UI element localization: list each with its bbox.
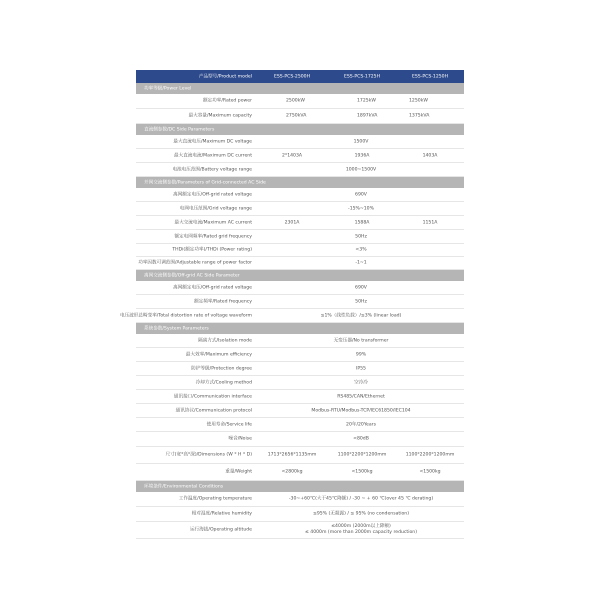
value-all-models: -15%~10% <box>348 205 374 211</box>
value-1250h: 1375kVA <box>409 113 430 119</box>
value-all-models: 空冷冷 <box>354 379 368 385</box>
row-relative-humidity <box>136 507 464 522</box>
section-dc-side <box>136 124 464 135</box>
row-label: 噪音/Noise <box>228 436 252 442</box>
value-all-models: <80dB <box>353 436 369 442</box>
row-max-dc-current <box>136 149 464 163</box>
section-grid-connected-ac <box>136 177 464 188</box>
altitude-line-2: ≤ 4000m (more than 2000m capacity reduction) <box>304 530 418 535</box>
row-label: 隔离方式/Isolation mode <box>198 337 252 343</box>
section-off-grid-ac <box>136 270 464 281</box>
row-communication-protocol <box>136 404 464 418</box>
value-all-models: 20年/20Years <box>346 421 376 427</box>
section-title: 离网交流侧参数/Off-grid AC Side Parameter <box>144 272 240 278</box>
value-1250h: 1151A <box>422 219 438 225</box>
row-label: 电压波形总畸变率/Total distortion rate of voltage waveform <box>120 312 252 318</box>
row-protection-degree <box>136 362 464 376</box>
value-all-models <box>258 524 464 536</box>
row-label: THDi(额定功率)/THDi (Power rating) <box>172 247 252 253</box>
row-weight <box>136 464 464 481</box>
section-power-level <box>136 83 464 94</box>
row-label: 防护等级/Protection degree <box>191 365 252 371</box>
value-1250h: 1100*2200*1200mm <box>405 452 455 458</box>
section-title: 直流侧参数/DC Side Parameters <box>144 126 215 132</box>
value-all-models: 1500V <box>353 138 369 144</box>
value-2500h: 2750kVA <box>286 113 307 119</box>
value-2500h: <2800kg <box>281 469 303 475</box>
model-2500h: ESS-PCS-2500H <box>273 73 311 79</box>
row-off-grid-rated-voltage-2 <box>136 281 464 295</box>
value-1725h: 1897kVA <box>357 113 378 119</box>
row-label: 最大容量/Maximum capacity <box>188 113 252 119</box>
row-label: 电网电压范围/Grid voltage range <box>179 205 252 211</box>
row-label: 离网额定电压/Off-grid rated voltage <box>173 191 252 197</box>
row-label: 冷却方式/Cooling method <box>195 379 252 385</box>
row-noise <box>136 432 464 447</box>
value-all-models: -1~1 <box>355 260 367 266</box>
row-label: 最大直流电流/Maximum DC current <box>174 152 252 158</box>
row-label: 工作温度/Operating temperature <box>178 496 252 502</box>
value-1725h: 1588A <box>354 219 370 225</box>
value-2500h: 1713*2656*1135mm <box>267 452 317 458</box>
row-isolation-mode <box>136 334 464 348</box>
value-1250h: 1403A <box>422 152 438 158</box>
row-service-life <box>136 418 464 432</box>
row-label: 通讯协议/Communication protocol <box>175 407 252 413</box>
value-1725h: 1100*2200*1200mm <box>337 452 387 458</box>
row-label: 尺寸(宽*高*深)/Dimensions (W * H * D) <box>165 452 252 458</box>
row-max-efficiency <box>136 348 464 362</box>
row-label: 最大效率/Maximum efficiency <box>185 351 252 357</box>
section-title: 功率等级/Power Level <box>144 85 192 91</box>
row-label: 电池电压范围/Battery voltage range <box>172 166 252 172</box>
value-all-models: RS485/CAN/Ethernet <box>337 393 385 399</box>
section-title: 系统参数/System Parameters <box>144 325 209 331</box>
value-all-models: 50Hz <box>355 298 367 304</box>
row-label: 运行海拔/Operating altitude <box>190 527 252 533</box>
row-label: 功率因数可调范围/Adjustable range of power factor <box>138 260 252 266</box>
value-all-models: -30~+60℃(大于45℃降额) / -30 ~ + 60 ℃(over 45 ℃ derating) <box>288 496 434 502</box>
value-all-models: 690V <box>355 284 367 290</box>
value-2500h: 2500kW <box>286 98 305 104</box>
row-label: 使用寿命/Service life <box>206 421 252 427</box>
row-label: 额定功率/Rated power <box>202 98 252 104</box>
value-1250h: 1250kW <box>409 98 428 104</box>
value-all-models: <3% <box>355 247 367 253</box>
model-1250h: ESS-PCS-1250H <box>411 73 449 79</box>
row-cooling-method <box>136 376 464 390</box>
row-grid-voltage-range <box>136 202 464 216</box>
row-max-dc-voltage <box>136 135 464 149</box>
value-1725h: 1936A <box>354 152 370 158</box>
value-all-models: ≤1%（线性负载）/≤3% (linear load) <box>320 312 402 318</box>
product-model-label: 产品型号/Product model <box>198 73 252 79</box>
row-label: 额定频率/Rated frequency <box>194 298 252 304</box>
section-system <box>136 323 464 334</box>
row-battery-voltage-range <box>136 163 464 177</box>
row-thdi <box>136 244 464 257</box>
value-1725h: 1725kW <box>357 98 376 104</box>
section-title: 并网交流侧参数/Parameters of Grid-connected AC Side <box>144 179 266 185</box>
section-title: 环境条件/Environmental Conditions <box>144 483 224 489</box>
row-max-ac-current <box>136 216 464 230</box>
value-all-models: 50Hz <box>355 233 367 239</box>
row-maximum-capacity <box>136 109 464 124</box>
row-rated-frequency <box>136 295 464 309</box>
row-communication-interface <box>136 390 464 404</box>
table-header-row <box>136 70 464 83</box>
row-operating-temperature <box>136 492 464 507</box>
section-environment <box>136 481 464 492</box>
value-1250h: <1500kg <box>419 469 441 475</box>
row-power-factor <box>136 257 464 270</box>
spec-table <box>120 70 464 539</box>
value-all-models: 1000~1500V <box>345 166 377 172</box>
row-label: 额定电网频率/Rated grid frequency <box>174 233 252 239</box>
row-operating-altitude <box>136 522 464 539</box>
value-all-models: ≤95% (无凝露) / ≤ 95% (no condensation) <box>312 511 409 517</box>
row-off-grid-rated-voltage <box>136 188 464 202</box>
row-voltage-distortion <box>120 309 464 323</box>
row-rated-power <box>136 94 464 109</box>
row-label: 最大交流电流/Maximum AC current <box>174 219 252 225</box>
altitude-line-1: ≤4000m (2000m以上降额) <box>331 524 391 530</box>
value-1725h: <1500kg <box>351 469 373 475</box>
row-label: 最大直流电压/Maximum DC voltage <box>173 138 252 144</box>
row-label: 通讯接口/Communication interface <box>173 393 252 399</box>
value-2500h: 2*1403A <box>281 152 303 158</box>
row-rated-grid-frequency <box>136 230 464 244</box>
row-dimensions <box>136 447 464 464</box>
model-1725h: ESS-PCS-1725H <box>343 73 381 79</box>
value-all-models: 99% <box>355 351 367 357</box>
row-label: 相对湿度/Relative humidity <box>191 511 252 517</box>
value-all-models: IP55 <box>356 365 366 371</box>
value-all-models: Modbus-RTU/Modbus-TCP/IEC61850/IEC104 <box>311 407 411 413</box>
value-2500h: 2301A <box>284 219 300 225</box>
row-label: 离网额定电压/Off-grid rated voltage <box>173 284 252 290</box>
value-all-models: 无变压器/No transformer <box>333 337 389 343</box>
value-all-models: 690V <box>355 191 367 197</box>
row-label: 重量/Weight <box>225 469 252 475</box>
